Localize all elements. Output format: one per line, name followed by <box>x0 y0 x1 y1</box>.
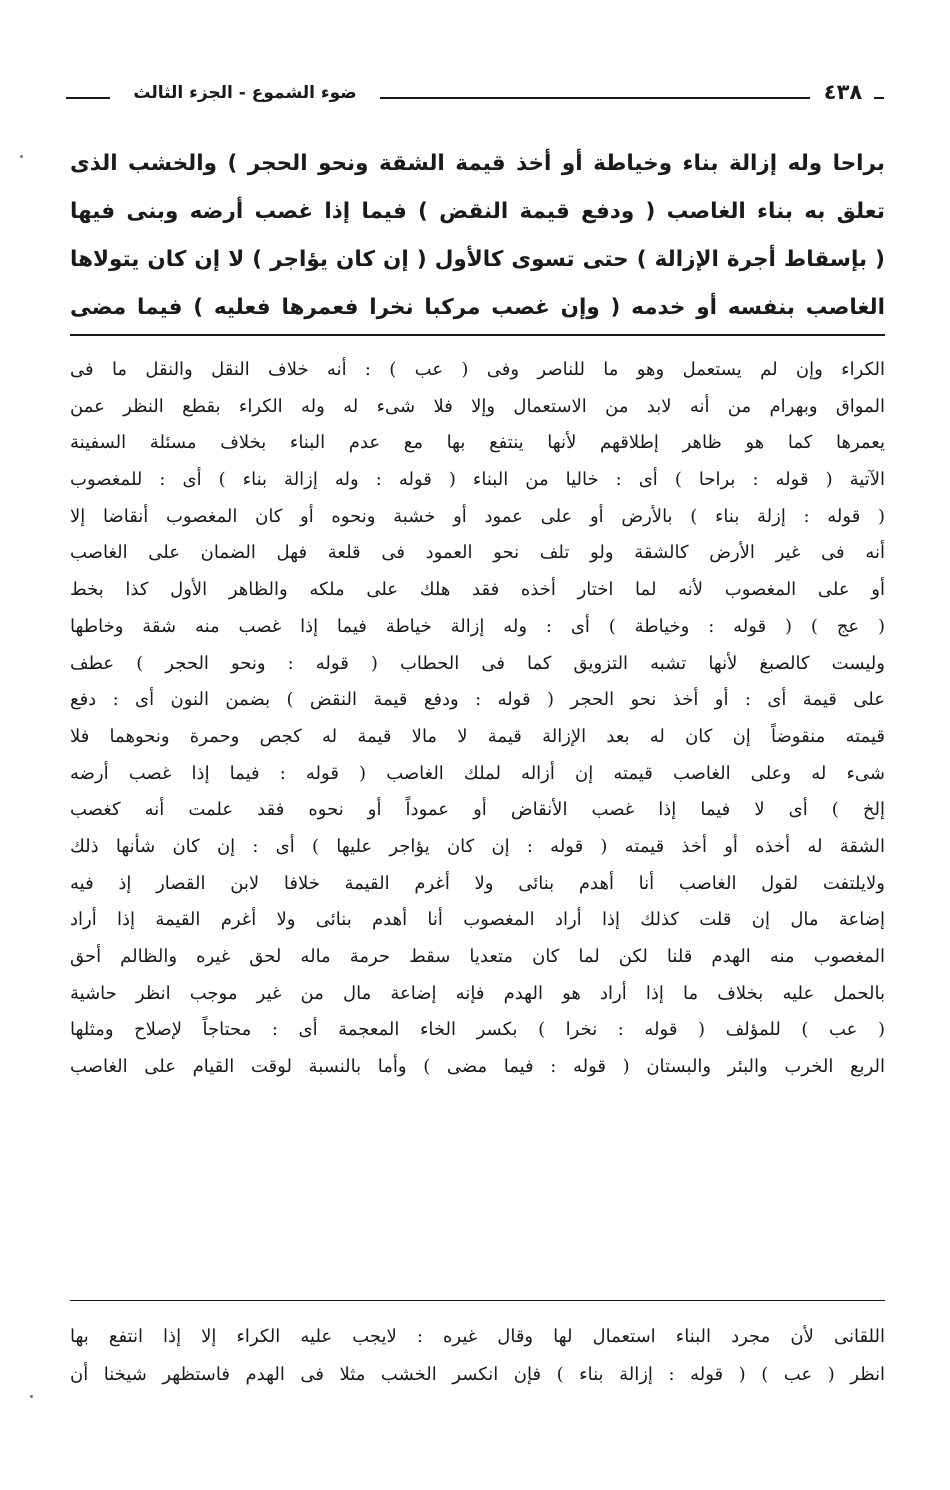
main-text <box>70 140 885 332</box>
main-text-separator <box>70 334 885 336</box>
commentary-line: يعمرها كما هو ظاهر إطلاقهم لأنها ينتفع بها مع عدم البناء بخلاف مسئلة السفينة <box>70 432 885 454</box>
main-line: الغاصب بنفسه أو خدمه ( وإن غصب مركبا نخرا فعمرها فعليه ) فيما مضى <box>70 295 885 320</box>
commentary-text <box>70 352 885 1086</box>
commentary-line: المغصوب منه الهدم قلنا لكن لما كان متعديا سقط حرمة ماله لحق غيره والظالم أحق <box>70 946 885 967</box>
footnote-text <box>70 1318 885 1394</box>
footnote-separator <box>70 1300 885 1301</box>
scan-speck <box>20 155 23 158</box>
commentary-line: وليست كالصبغ لأنها تشبه التزويق كما فى الحطاب ( قوله : ونحو الحجر ) عطف <box>70 652 885 674</box>
header-rule-right <box>874 97 884 99</box>
commentary-line: الكراء وإن لم يستعمل وهو ما للناصر وفى ( عب ) : أنه خلاف النقل والنقل ما فى <box>70 359 885 380</box>
page-header <box>66 80 884 116</box>
page-number: ٤٣٨ <box>823 80 863 104</box>
commentary-line: الآتية ( قوله : براحا ) أى : خاليا من البناء ( قوله : وله إزالة بناء ) أى : للمغصوب <box>70 469 885 491</box>
main-line: براحا وله إزالة بناء وخياطة أو أخذ قيمة الشقة ونحو الحجر ) والخشب الذى <box>70 151 885 176</box>
header-rule-left <box>66 97 110 99</box>
commentary-line: الربع الخرب والبئر والبستان ( قوله : فيما مضى ) وأما بالنسبة لوقت القيام على الغاصب <box>70 1056 885 1078</box>
commentary-line: الشقة له أخذه أو أخذ قيمته ( قوله : إن كان يؤاجر عليها ) أى : إن كان شأنها ذلك <box>70 835 885 857</box>
commentary-line: ولايلتفت لقول الغاصب أنا أهدم بنائى ولا أغرم القيمة خلافا لابن القصار إذ فيه <box>70 872 885 894</box>
main-line: ( بإسقاط أجرة الإزالة ) حتى تسوى كالأول ( إن كان يؤاجر ) لا إن كان يتولاها <box>70 247 885 272</box>
commentary-line: المواق وبهرام من أنه لابد من الاستعمال وإلا فلا شىء له وله الكراء بقطع النظر عمن <box>70 395 885 417</box>
commentary-line: ( عب ) للمؤلف ( قوله : نخرا ) بكسر الخاء المعجمة أى : محتاجاً لإصلاح ومثلها <box>70 1019 885 1041</box>
commentary-line: ( قوله : إزلة بناء ) بالأرض أو على عمود أو خشبة ونحوه أو كان المغصوب أنقاضا إلا <box>70 505 885 527</box>
commentary-line: إلخ ) أى لا فيما إذا غصب الأنقاض أو عموداً أو نحوه فقد علمت أنه كغصب <box>70 799 885 821</box>
running-title: ضوء الشموع - الجزء الثالث <box>133 83 357 103</box>
commentary-line: أو على المغصوب لأنه لما اختار أخذه فقد هلك على ملكه والظاهر الأول كذا بخط <box>70 579 885 601</box>
commentary-line: بالحمل عليه بخلاف ما إذا أراد هو الهدم فإنه إضاعة مال من غير موجب انظر حاشية <box>70 982 885 1004</box>
scan-speck <box>30 1395 33 1398</box>
commentary-line: على قيمة أى : أو أخذ نحو الحجر ( قوله : ودفع قيمة النقض ) بضمن النون أى : دفع <box>70 689 885 711</box>
footnote-line: اللقانى لأن مجرد البناء استعمال لها وقال غيره : لايجب عليه الكراء إلا إذا انتفع بها <box>70 1326 885 1347</box>
commentary-line: شىء له وعلى الغاصب قيمته إن أزاله لملك الغاصب ( قوله : فيما إذا غصب أرضه <box>70 762 885 784</box>
footnote-line: انظر ( عب ) ( قوله : إزالة بناء ) فإن انكسر الخشب مثلا فى الهدم فاستظهر شيخنا أن <box>70 1364 885 1385</box>
commentary-line: أنه فى غير الأرض كالشقة ولو تلف نحو العمود فى قلعة فهل الضمان على الغاصب <box>70 542 885 564</box>
main-line: تعلق به بناء الغاصب ( ودفع قيمة النقض ) فيما إذا غصب أرضه وبنى فيها <box>70 199 885 224</box>
commentary-line: ( عج ) ( قوله : وخياطة ) أى : وله إزالة خياطة فيما إذا غصب منه شقة وخاطها <box>70 615 885 637</box>
header-rule-middle <box>380 97 810 99</box>
commentary-line: إضاعة مال إن قلت كذلك إذا أراد المغصوب أنا أهدم بنائى ولا أغرم القيمة إذا أراد <box>70 909 885 931</box>
commentary-line: قيمته منقوضاً إن كان له بعد الإزالة قيمة لا مالا قيمة له كجص وحمرة ونحوهما فلا <box>70 725 885 747</box>
